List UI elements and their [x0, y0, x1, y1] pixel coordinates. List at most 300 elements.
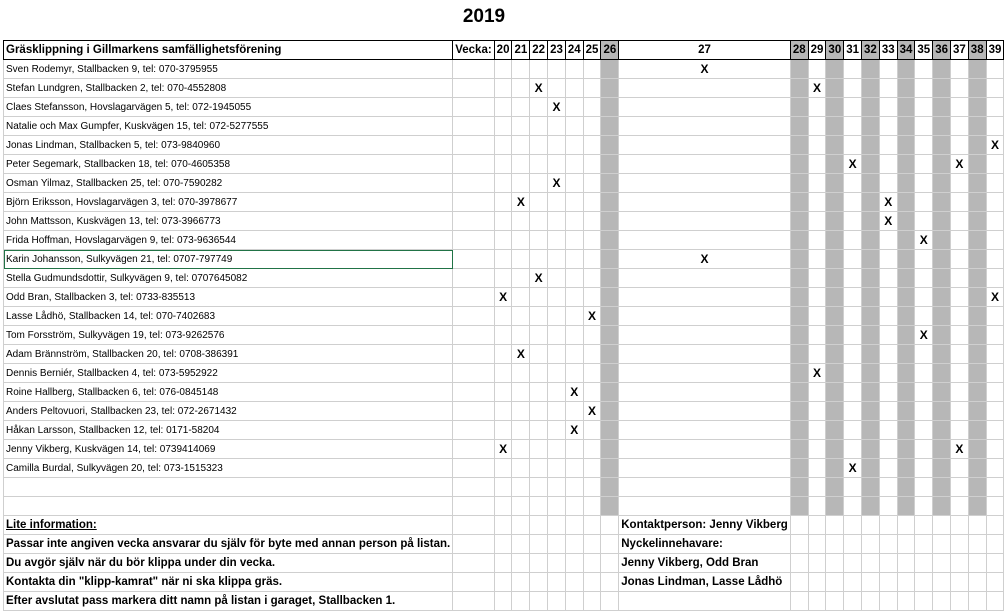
week-cell-38[interactable]: [968, 326, 986, 345]
week-cell-31[interactable]: [844, 364, 862, 383]
week-cell-35[interactable]: [915, 440, 933, 459]
week-cell-38[interactable]: [968, 212, 986, 231]
week-cell-20[interactable]: [494, 60, 512, 79]
week-cell-20[interactable]: [494, 326, 512, 345]
week-cell-21[interactable]: [512, 174, 530, 193]
week-cell-27[interactable]: [619, 231, 791, 250]
week-cell-29[interactable]: [808, 497, 826, 516]
week-cell-38[interactable]: [968, 136, 986, 155]
week-cell-32[interactable]: [862, 364, 880, 383]
week-cell-34[interactable]: [897, 250, 915, 269]
blank-cell[interactable]: [968, 554, 986, 573]
week-cell-32[interactable]: [862, 402, 880, 421]
week-cell-27[interactable]: [619, 440, 791, 459]
week-cell-32[interactable]: [862, 440, 880, 459]
week-cell-21[interactable]: [512, 497, 530, 516]
week-cell-25[interactable]: [583, 79, 601, 98]
blank-cell[interactable]: [897, 573, 915, 592]
week-cell-31[interactable]: [844, 193, 862, 212]
blank-cell[interactable]: [826, 516, 844, 535]
week-cell-31[interactable]: [844, 212, 862, 231]
blank-cell[interactable]: [808, 592, 826, 611]
week-cell-33[interactable]: [879, 459, 897, 478]
week-cell-20[interactable]: [494, 421, 512, 440]
blank-cell[interactable]: [530, 535, 548, 554]
week-cell-39[interactable]: [986, 60, 1004, 79]
week-cell-33[interactable]: [879, 117, 897, 136]
blank-cell[interactable]: [968, 535, 986, 554]
week-cell-39[interactable]: [986, 307, 1004, 326]
week-cell-28[interactable]: [790, 60, 808, 79]
week-cell-34[interactable]: [897, 497, 915, 516]
vecka-cell[interactable]: [453, 79, 494, 98]
week-cell-22[interactable]: [530, 288, 548, 307]
blank-cell[interactable]: [915, 516, 933, 535]
week-cell-23[interactable]: [548, 269, 566, 288]
week-cell-33[interactable]: [879, 497, 897, 516]
week-cell-20[interactable]: [494, 288, 512, 307]
blank-cell[interactable]: [808, 516, 826, 535]
week-cell-32[interactable]: [862, 174, 880, 193]
week-cell-22[interactable]: [530, 345, 548, 364]
week-cell-30[interactable]: [826, 326, 844, 345]
week-cell-33[interactable]: [879, 402, 897, 421]
week-cell-24[interactable]: [565, 364, 583, 383]
week-cell-32[interactable]: [862, 117, 880, 136]
week-cell-39[interactable]: [986, 193, 1004, 212]
week-cell-23[interactable]: [548, 155, 566, 174]
week-cell-38[interactable]: [968, 250, 986, 269]
blank-cell[interactable]: [790, 516, 808, 535]
week-cell-21[interactable]: [512, 364, 530, 383]
blank-cell[interactable]: [897, 554, 915, 573]
week-header-38[interactable]: 38: [968, 41, 986, 60]
week-cell-37[interactable]: [951, 288, 969, 307]
week-cell-34[interactable]: [897, 478, 915, 497]
week-header-27[interactable]: 27: [619, 41, 791, 60]
blank-cell[interactable]: [548, 516, 566, 535]
week-cell-34[interactable]: [897, 117, 915, 136]
week-cell-25[interactable]: [583, 98, 601, 117]
week-cell-33[interactable]: [879, 98, 897, 117]
week-cell-26[interactable]: [601, 98, 619, 117]
week-cell-31[interactable]: [844, 269, 862, 288]
week-cell-25[interactable]: [583, 155, 601, 174]
member-name-cell[interactable]: Håkan Larsson, Stallbacken 12, tel: 0171-58204: [4, 421, 453, 440]
week-cell-34[interactable]: [897, 307, 915, 326]
week-cell-34[interactable]: [897, 459, 915, 478]
blank-cell[interactable]: [494, 554, 512, 573]
blank-cell[interactable]: [844, 554, 862, 573]
week-cell-23[interactable]: [548, 60, 566, 79]
vecka-cell[interactable]: [453, 288, 494, 307]
vecka-cell[interactable]: [453, 402, 494, 421]
week-cell-36[interactable]: [933, 497, 951, 516]
week-cell-22[interactable]: [530, 193, 548, 212]
week-cell-26[interactable]: [601, 269, 619, 288]
week-cell-22[interactable]: [530, 307, 548, 326]
week-cell-27[interactable]: [619, 98, 791, 117]
week-cell-32[interactable]: [862, 60, 880, 79]
member-name-cell[interactable]: Natalie och Max Gumpfer, Kuskvägen 15, tel: 072-5277555: [4, 117, 453, 136]
week-cell-37[interactable]: [951, 193, 969, 212]
week-cell-36[interactable]: [933, 402, 951, 421]
week-cell-32[interactable]: [862, 497, 880, 516]
blank-cell[interactable]: [453, 592, 494, 611]
week-cell-31[interactable]: [844, 459, 862, 478]
week-cell-24[interactable]: [565, 231, 583, 250]
week-cell-24[interactable]: [565, 478, 583, 497]
blank-cell[interactable]: [933, 554, 951, 573]
week-cell-30[interactable]: [826, 345, 844, 364]
week-cell-21[interactable]: [512, 60, 530, 79]
vecka-cell[interactable]: [453, 250, 494, 269]
week-cell-24[interactable]: [565, 288, 583, 307]
week-cell-22[interactable]: [530, 383, 548, 402]
blank-cell[interactable]: [530, 592, 548, 611]
week-cell-27[interactable]: [619, 459, 791, 478]
blank-cell[interactable]: [565, 554, 583, 573]
week-cell-25[interactable]: [583, 364, 601, 383]
week-cell-36[interactable]: [933, 117, 951, 136]
week-cell-38[interactable]: [968, 345, 986, 364]
week-cell-38[interactable]: [968, 231, 986, 250]
week-cell-22[interactable]: [530, 421, 548, 440]
week-cell-22[interactable]: [530, 155, 548, 174]
week-cell-21[interactable]: [512, 79, 530, 98]
week-cell-37[interactable]: [951, 364, 969, 383]
week-cell-25[interactable]: [583, 421, 601, 440]
blank-cell[interactable]: [601, 554, 619, 573]
week-header-22[interactable]: 22: [530, 41, 548, 60]
week-cell-33[interactable]: [879, 478, 897, 497]
week-cell-29[interactable]: [808, 136, 826, 155]
blank-cell[interactable]: [494, 592, 512, 611]
blank-cell[interactable]: [915, 592, 933, 611]
week-cell-37[interactable]: [951, 98, 969, 117]
week-cell-38[interactable]: [968, 155, 986, 174]
week-cell-38[interactable]: [968, 60, 986, 79]
blank-cell[interactable]: [879, 592, 897, 611]
week-cell-33[interactable]: [879, 60, 897, 79]
vecka-cell[interactable]: [453, 421, 494, 440]
blank-cell[interactable]: [862, 592, 880, 611]
week-cell-30[interactable]: [826, 155, 844, 174]
week-cell-35[interactable]: [915, 307, 933, 326]
week-cell-21[interactable]: [512, 193, 530, 212]
blank-cell[interactable]: [565, 516, 583, 535]
blank-cell[interactable]: [583, 554, 601, 573]
week-cell-34[interactable]: [897, 174, 915, 193]
blank-cell[interactable]: [494, 535, 512, 554]
blank-cell[interactable]: [844, 573, 862, 592]
week-cell-29[interactable]: [808, 250, 826, 269]
week-cell-32[interactable]: [862, 136, 880, 155]
week-cell-26[interactable]: [601, 136, 619, 155]
week-cell-23[interactable]: [548, 174, 566, 193]
week-cell-31[interactable]: [844, 117, 862, 136]
week-cell-23[interactable]: [548, 307, 566, 326]
week-cell-37[interactable]: [951, 478, 969, 497]
week-cell-29[interactable]: [808, 307, 826, 326]
week-cell-30[interactable]: [826, 60, 844, 79]
week-cell-30[interactable]: [826, 136, 844, 155]
week-cell-39[interactable]: [986, 497, 1004, 516]
blank-cell[interactable]: [453, 516, 494, 535]
blank-cell[interactable]: [601, 535, 619, 554]
week-cell-22[interactable]: [530, 478, 548, 497]
week-cell-24[interactable]: [565, 155, 583, 174]
week-cell-25[interactable]: [583, 326, 601, 345]
week-cell-31[interactable]: [844, 155, 862, 174]
week-cell-29[interactable]: [808, 155, 826, 174]
week-cell-39[interactable]: [986, 288, 1004, 307]
week-cell-32[interactable]: [862, 478, 880, 497]
week-cell-21[interactable]: [512, 326, 530, 345]
vecka-cell[interactable]: [453, 136, 494, 155]
week-cell-29[interactable]: [808, 288, 826, 307]
week-cell-36[interactable]: [933, 79, 951, 98]
week-cell-37[interactable]: [951, 307, 969, 326]
week-cell-29[interactable]: [808, 231, 826, 250]
week-cell-35[interactable]: [915, 231, 933, 250]
blank-cell[interactable]: [808, 535, 826, 554]
blank-cell[interactable]: [530, 516, 548, 535]
week-cell-28[interactable]: [790, 383, 808, 402]
week-header-25[interactable]: 25: [583, 41, 601, 60]
week-cell-29[interactable]: [808, 174, 826, 193]
blank-cell[interactable]: [933, 573, 951, 592]
week-cell-26[interactable]: [601, 383, 619, 402]
week-cell-23[interactable]: [548, 250, 566, 269]
blank-cell[interactable]: [601, 573, 619, 592]
week-cell-23[interactable]: [548, 383, 566, 402]
week-cell-38[interactable]: [968, 459, 986, 478]
week-cell-31[interactable]: [844, 345, 862, 364]
week-cell-34[interactable]: [897, 440, 915, 459]
week-cell-34[interactable]: [897, 364, 915, 383]
week-cell-35[interactable]: [915, 193, 933, 212]
week-cell-30[interactable]: [826, 383, 844, 402]
week-cell-32[interactable]: [862, 326, 880, 345]
week-cell-22[interactable]: [530, 250, 548, 269]
blank-cell[interactable]: [986, 592, 1004, 611]
week-cell-36[interactable]: [933, 193, 951, 212]
blank-cell[interactable]: [453, 535, 494, 554]
blank-cell[interactable]: [453, 554, 494, 573]
week-cell-25[interactable]: [583, 497, 601, 516]
week-cell-37[interactable]: [951, 269, 969, 288]
vecka-cell[interactable]: [453, 193, 494, 212]
week-cell-31[interactable]: [844, 136, 862, 155]
week-cell-28[interactable]: [790, 288, 808, 307]
blank-cell[interactable]: [583, 516, 601, 535]
week-cell-20[interactable]: [494, 174, 512, 193]
week-cell-36[interactable]: [933, 307, 951, 326]
week-cell-28[interactable]: [790, 136, 808, 155]
week-cell-34[interactable]: [897, 421, 915, 440]
blank-cell[interactable]: [826, 592, 844, 611]
week-cell-28[interactable]: [790, 193, 808, 212]
week-cell-27[interactable]: [619, 79, 791, 98]
week-cell-31[interactable]: [844, 231, 862, 250]
week-cell-29[interactable]: [808, 79, 826, 98]
week-cell-25[interactable]: [583, 174, 601, 193]
week-cell-30[interactable]: [826, 269, 844, 288]
week-cell-33[interactable]: [879, 288, 897, 307]
week-cell-39[interactable]: [986, 79, 1004, 98]
week-cell-37[interactable]: [951, 421, 969, 440]
week-cell-23[interactable]: [548, 212, 566, 231]
week-header-20[interactable]: 20: [494, 41, 512, 60]
week-cell-32[interactable]: [862, 459, 880, 478]
vecka-cell[interactable]: [453, 497, 494, 516]
week-cell-21[interactable]: [512, 307, 530, 326]
week-cell-25[interactable]: [583, 193, 601, 212]
week-cell-34[interactable]: [897, 155, 915, 174]
week-cell-37[interactable]: [951, 326, 969, 345]
week-cell-22[interactable]: [530, 98, 548, 117]
week-header-33[interactable]: 33: [879, 41, 897, 60]
week-cell-27[interactable]: [619, 307, 791, 326]
week-cell-36[interactable]: [933, 98, 951, 117]
week-cell-26[interactable]: [601, 326, 619, 345]
week-cell-26[interactable]: [601, 231, 619, 250]
week-cell-36[interactable]: [933, 155, 951, 174]
vecka-cell[interactable]: [453, 307, 494, 326]
week-cell-31[interactable]: [844, 402, 862, 421]
week-cell-37[interactable]: [951, 402, 969, 421]
blank-cell[interactable]: [862, 516, 880, 535]
week-cell-31[interactable]: [844, 440, 862, 459]
week-cell-29[interactable]: [808, 269, 826, 288]
member-name-cell[interactable]: [4, 478, 453, 497]
week-cell-22[interactable]: [530, 402, 548, 421]
week-cell-39[interactable]: [986, 440, 1004, 459]
week-cell-38[interactable]: [968, 307, 986, 326]
week-cell-20[interactable]: [494, 459, 512, 478]
week-cell-20[interactable]: [494, 231, 512, 250]
blank-cell[interactable]: [790, 535, 808, 554]
week-cell-23[interactable]: [548, 497, 566, 516]
week-cell-25[interactable]: [583, 117, 601, 136]
week-cell-21[interactable]: [512, 288, 530, 307]
blank-cell[interactable]: [897, 592, 915, 611]
week-cell-35[interactable]: [915, 98, 933, 117]
week-cell-28[interactable]: [790, 364, 808, 383]
member-name-cell[interactable]: Stefan Lundgren, Stallbacken 2, tel: 070-4552808: [4, 79, 453, 98]
week-cell-20[interactable]: [494, 383, 512, 402]
week-cell-31[interactable]: [844, 60, 862, 79]
blank-cell[interactable]: [844, 516, 862, 535]
week-header-37[interactable]: 37: [951, 41, 969, 60]
blank-cell[interactable]: [826, 554, 844, 573]
blank-cell[interactable]: [790, 573, 808, 592]
blank-cell[interactable]: [862, 535, 880, 554]
week-cell-32[interactable]: [862, 212, 880, 231]
week-cell-23[interactable]: [548, 345, 566, 364]
week-cell-24[interactable]: [565, 98, 583, 117]
member-name-cell[interactable]: Roine Hallberg, Stallbacken 6, tel: 076-0845148: [4, 383, 453, 402]
week-cell-34[interactable]: [897, 383, 915, 402]
member-name-cell[interactable]: Camilla Burdal, Sulkyvägen 20, tel: 073-1515323: [4, 459, 453, 478]
blank-cell[interactable]: [933, 592, 951, 611]
week-cell-22[interactable]: [530, 269, 548, 288]
week-cell-38[interactable]: [968, 364, 986, 383]
week-cell-26[interactable]: [601, 117, 619, 136]
week-cell-30[interactable]: [826, 98, 844, 117]
week-cell-26[interactable]: [601, 440, 619, 459]
week-cell-36[interactable]: [933, 383, 951, 402]
week-cell-31[interactable]: [844, 307, 862, 326]
blank-cell[interactable]: [951, 535, 969, 554]
blank-cell[interactable]: [790, 592, 808, 611]
blank-cell[interactable]: [583, 573, 601, 592]
member-name-cell[interactable]: Jenny Vikberg, Kuskvägen 14, tel: 0739414069: [4, 440, 453, 459]
week-cell-27[interactable]: [619, 60, 791, 79]
member-name-cell[interactable]: [4, 497, 453, 516]
week-header-31[interactable]: 31: [844, 41, 862, 60]
blank-cell[interactable]: [986, 554, 1004, 573]
week-cell-35[interactable]: [915, 402, 933, 421]
week-cell-24[interactable]: [565, 497, 583, 516]
week-cell-22[interactable]: [530, 326, 548, 345]
week-cell-34[interactable]: [897, 269, 915, 288]
week-cell-36[interactable]: [933, 212, 951, 231]
week-cell-32[interactable]: [862, 98, 880, 117]
week-cell-36[interactable]: [933, 326, 951, 345]
week-cell-35[interactable]: [915, 421, 933, 440]
week-cell-39[interactable]: [986, 117, 1004, 136]
week-cell-31[interactable]: [844, 174, 862, 193]
week-cell-27[interactable]: [619, 326, 791, 345]
week-cell-37[interactable]: [951, 231, 969, 250]
week-cell-38[interactable]: [968, 79, 986, 98]
week-cell-38[interactable]: [968, 288, 986, 307]
week-cell-27[interactable]: [619, 421, 791, 440]
week-cell-20[interactable]: [494, 345, 512, 364]
week-cell-35[interactable]: [915, 269, 933, 288]
week-cell-39[interactable]: [986, 402, 1004, 421]
blank-cell[interactable]: [494, 573, 512, 592]
week-cell-22[interactable]: [530, 79, 548, 98]
week-cell-28[interactable]: [790, 459, 808, 478]
week-cell-20[interactable]: [494, 478, 512, 497]
member-name-cell[interactable]: Peter Segemark, Stallbacken 18, tel: 070-4605358: [4, 155, 453, 174]
vecka-cell[interactable]: [453, 212, 494, 231]
week-cell-37[interactable]: [951, 174, 969, 193]
week-cell-38[interactable]: [968, 193, 986, 212]
week-header-35[interactable]: 35: [915, 41, 933, 60]
blank-cell[interactable]: [915, 535, 933, 554]
week-cell-33[interactable]: [879, 136, 897, 155]
week-cell-37[interactable]: [951, 459, 969, 478]
week-cell-34[interactable]: [897, 402, 915, 421]
week-cell-37[interactable]: [951, 345, 969, 364]
week-cell-30[interactable]: [826, 174, 844, 193]
week-cell-28[interactable]: [790, 231, 808, 250]
blank-cell[interactable]: [453, 573, 494, 592]
member-name-cell[interactable]: Stella Gudmundsdottir, Sulkyvägen 9, tel: 0707645082: [4, 269, 453, 288]
week-cell-21[interactable]: [512, 269, 530, 288]
week-cell-29[interactable]: [808, 60, 826, 79]
week-cell-26[interactable]: [601, 250, 619, 269]
week-cell-28[interactable]: [790, 117, 808, 136]
week-cell-31[interactable]: [844, 326, 862, 345]
week-cell-24[interactable]: [565, 459, 583, 478]
week-header-30[interactable]: 30: [826, 41, 844, 60]
week-cell-24[interactable]: [565, 174, 583, 193]
